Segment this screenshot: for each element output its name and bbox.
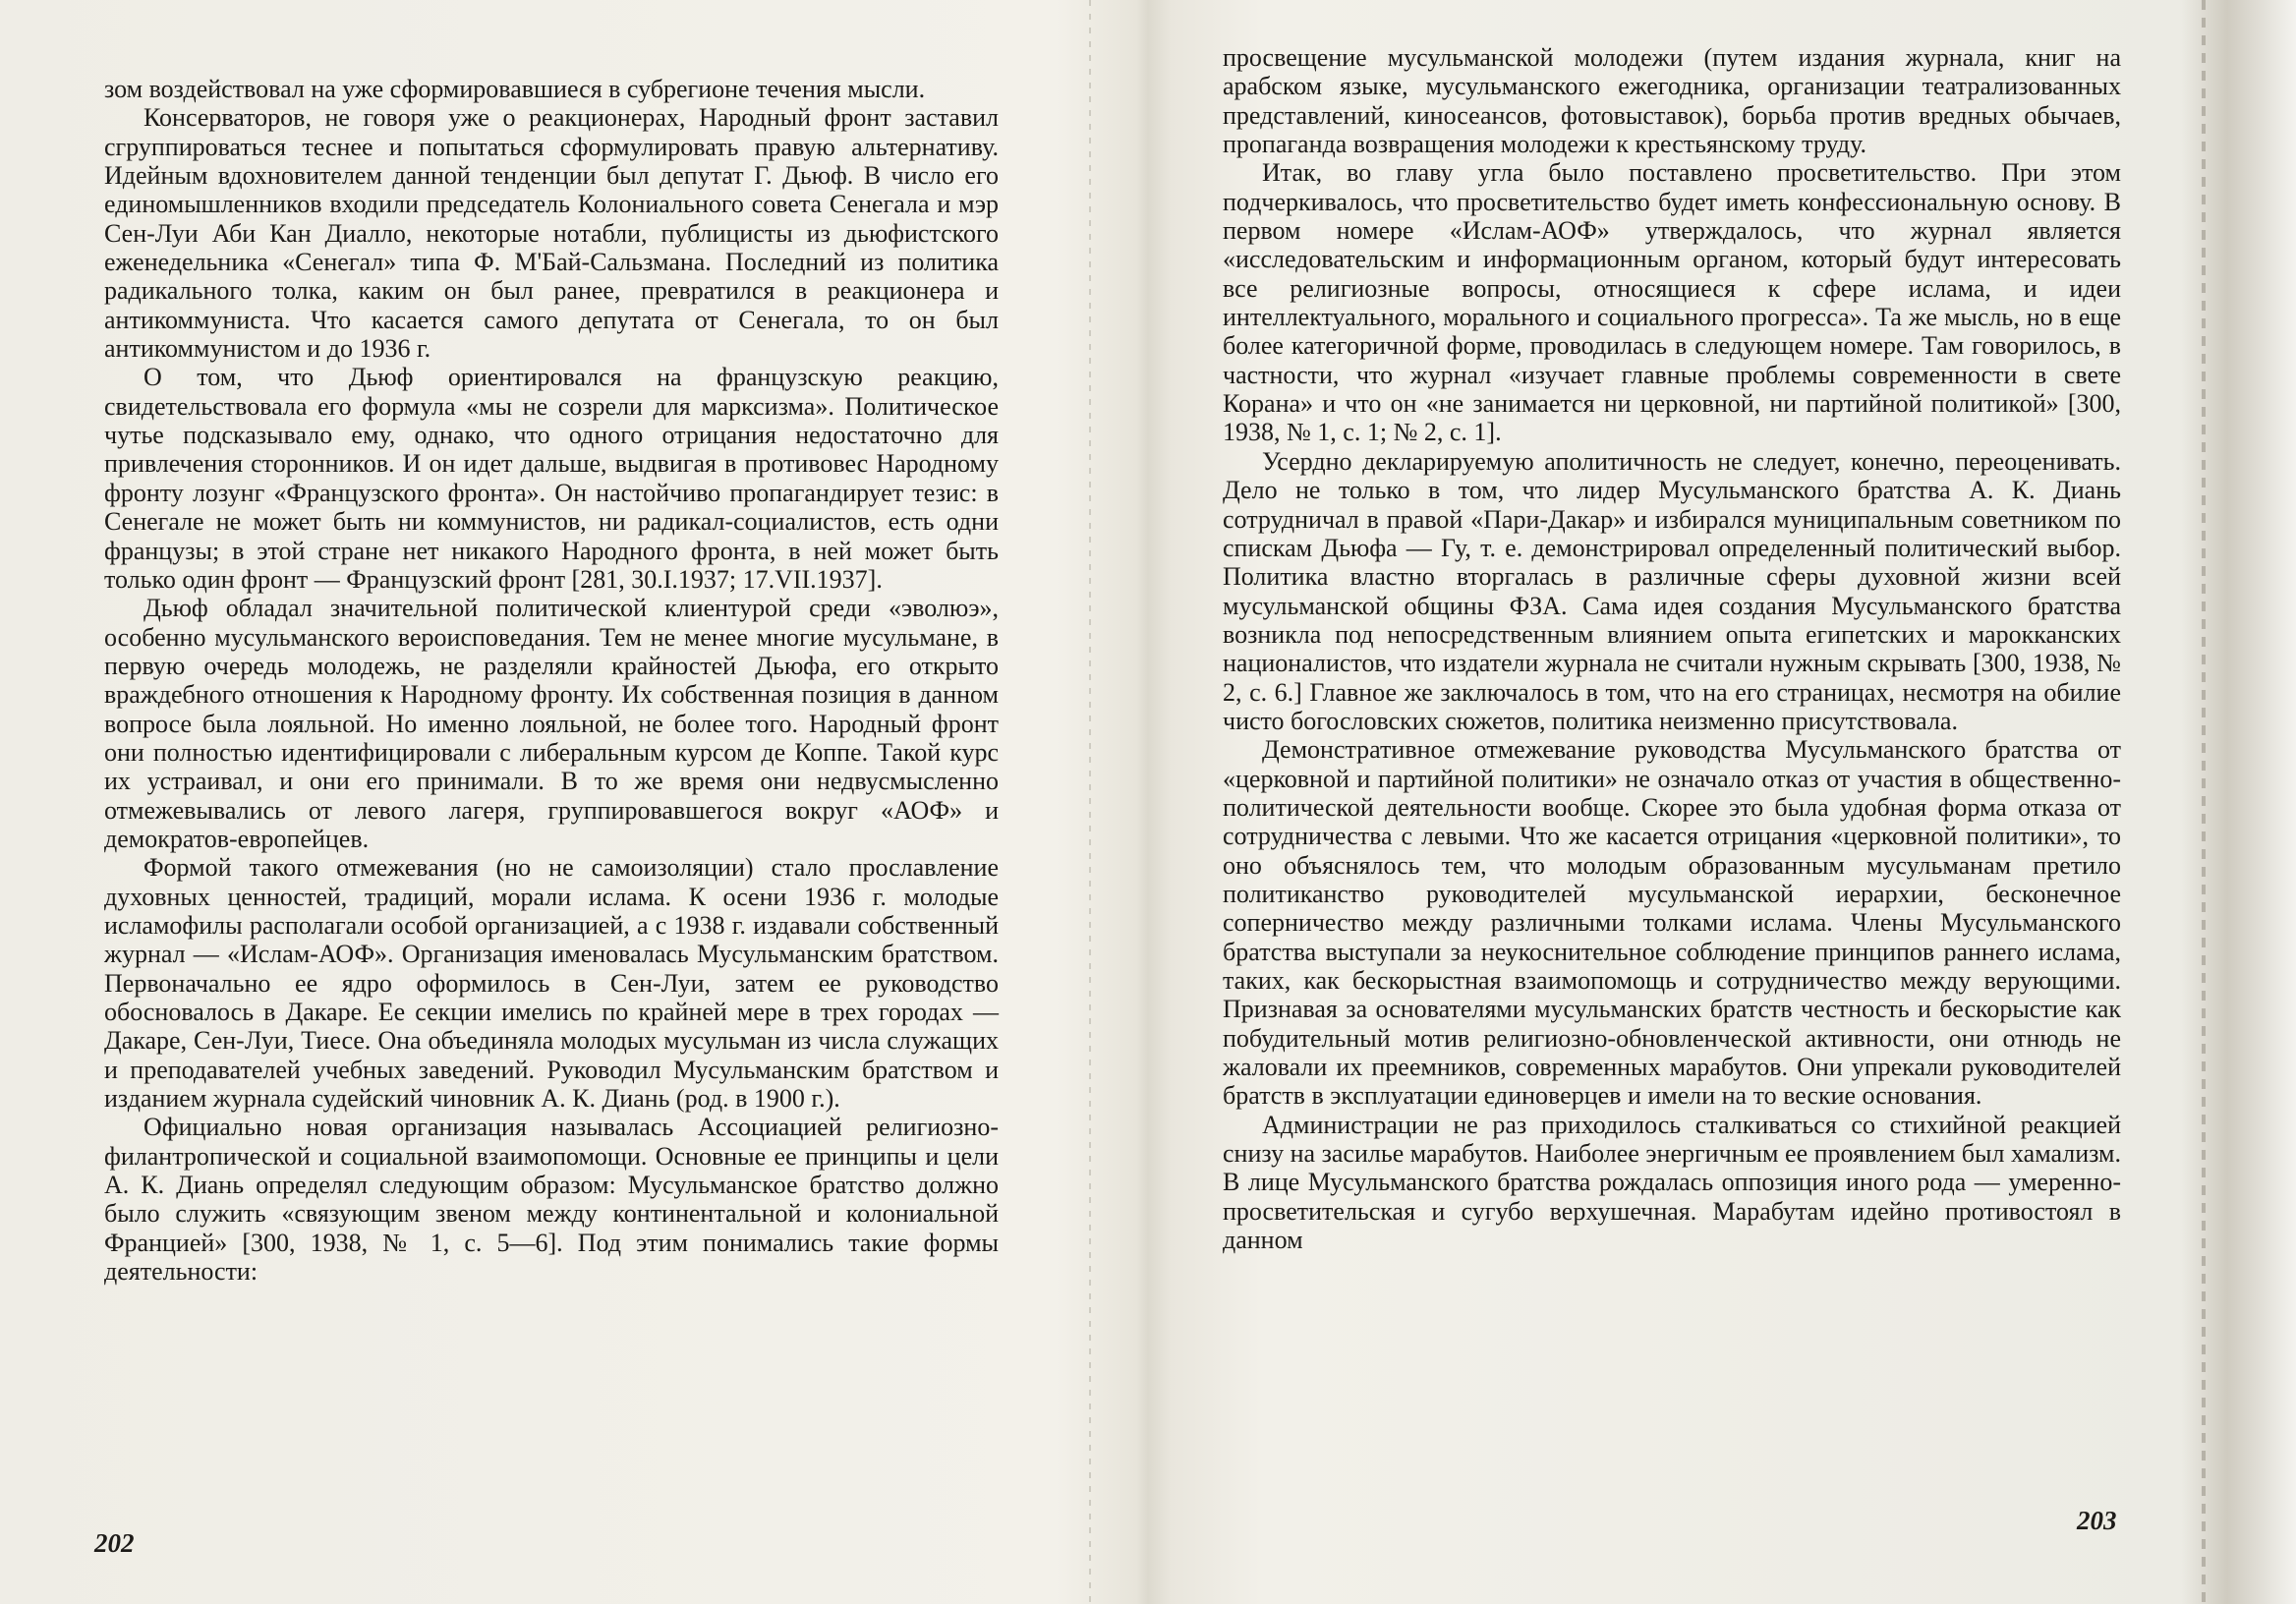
- left-page: [0, 0, 1101, 1604]
- left-paragraph-3: О том, что Дьюф ориентировался на французскую реакцию, свидетельствовала его формула «мы не созрели для марксизма». Политическое чутье подсказывало ему, однако, что одного отрицания недостаточно для привлечения сторонников. И он идет дальше, выдвигая в противовес Народному фронту лозунг «Французского фронта». Он настойчиво пропагандирует тезис: в Сенегале не может быть ни коммунистов, ни радикал-социалистов, есть одни французы; в этой стране нет никакого Народного фронта, в ней может быть только один фронт — Французский фронт [281, 30.I.1937; 17.VII.1937].: [104, 363, 999, 594]
- left-paragraph-6: Официально новая организация называлась Ассоциацией религиозно-филантропической и социальной взаимопомощи. Основные ее принципы и цели А. К. Диань определял следующим образом: Мусульманское братство должно было служить «связующим звеном между континентальной и колониальной Францией» [300, 1938, № 1, с. 5—6]. Под этим понимались такие формы деятельности:: [104, 1113, 999, 1287]
- right-paragraph-5: Администрации не раз приходилось сталкиваться со стихийной реакцией снизу на засилье марабутов. Наиболее энергичным ее проявлением был хамализм. В лице Мусульманского братства рождалась оппозиция иного рода — умеренно-просветительская и сугубо верхушечная. Марабутам идейно противостоял в данном: [1223, 1110, 2121, 1255]
- left-page-number: 202: [94, 1528, 135, 1558]
- right-paragraph-2: Итак, во главу угла было поставлено просветительство. При этом подчеркивалось, что просветительство будет иметь конфессиональную основу. В первом номере «Ислам-АОФ» утверждалось, что журнал является «исследовательским и информационным органом, который будут интересовать все религиозные вопросы, относящиеся к сфере ислама, и идеи интеллектуального, морального и социального прогресса». Та же мысль, но в еще более категоричной форме, проводилась в следующем номере. Там говорилось, в частности, что журнал «изучает главные проблемы современности в свете Корана» и что он «не занимается ни церковной, ни партийной политикой» [300, 1938, № 1, с. 1; № 2, с. 1].: [1223, 158, 2121, 447]
- right-paragraph-4: Демонстративное отмежевание руководства Мусульманского братства от «церковной и партийной политики» не означало отказ от участия в общественно-политической деятельности вообще. Скорее это была удобная форма отказа от сотрудничества с левыми. Что же касается отрицания «церковной политики», то оно объяснялось тем, что молодым образованным мусульманам претило политиканство руководителей мусульманской иерархии, бесконечное соперничество между различными толками ислама. Члены Мусульманского братства выступали за неукоснительное соблюдение принципов раннего ислама, таких, как бескорыстная взаимопомощь и сотрудничество между верующими. Признавая за основателями мусульманских братств честность и бескорыстие как побудительный мотив религиозно-обновленческой активности, они отнюдь не жаловали их преемников, современных марабутов. Они упрекали руководителей братств в эксплуатации единоверцев и имели на то веские основания.: [1223, 735, 2121, 1111]
- right-paragraph-1: просвещение мусульманской молодежи (путем издания журнала, книг на арабском языке, мусульманского ежегодника, организации театрализованных представлений, киносеансов, фотовыставок), борьба против вредных обычаев, пропаганда возвращения молодежи к крестьянскому труду.: [1223, 43, 2121, 159]
- left-paragraph-4: Дьюф обладал значительной политической клиентурой среди «эволюэ», особенно мусульманского вероисповедания. Тем не менее многие мусульмане, в первую очередь молодежь, не разделяли крайностей Дьюфа, его открыто враждебного отношения к Народному фронту. Их собственная позиция в данном вопросе была лояльной. Но именно лояльной, не более того. Народный фронт они полностью идентифицировали с либеральным курсом де Коппе. Такой курс их устраивал, и они его принимали. В то же время они недвусмысленно отмежевывались от левого лагеря, группировавшегося вокруг «АОФ» и демократов-европейцев.: [104, 594, 999, 853]
- right-page-number: 203: [2077, 1506, 2117, 1535]
- left-page-text: [104, 75, 999, 1286]
- left-paragraph-5: Формой такого отмежевания (но не самоизоляции) стало прославление духовных ценностей, традиций, морали ислама. К осени 1936 г. молодые исламофилы располагали особой организацией, а с 1938 г. издавали собственный журнал — «Ислам-АОФ». Организация именовалась Мусульманским братством. Первоначально ее ядро оформилось в Сен-Луи, затем ее руководство обосновалось в Дакаре. Ее секции имелись по крайней мере в трех городах — Дакаре, Сен-Луи, Тиесе. Она объединяла молодых мусульман из числа служащих и преподавателей учебных заведений. Руководил Мусульманским братством и изданием журнала судейский чиновник А. К. Диань (род. в 1900 г.).: [104, 853, 999, 1114]
- left-paragraph-2: Консерваторов, не говоря уже о реакционерах, Народный фронт заставил сгруппироваться теснее и попытаться сформулировать правую альтернативу. Идейным вдохновителем данной тенденции был депутат Г. Дьюф. В число его единомышленников входили председатель Колониального совета Сенегала и мэр Сен-Луи Аби Кан Диалло, некоторые нотабли, публицисты из дьюфистского еженедельника «Сенегал» типа Ф. М'Бай-Сальзмана. Последний из политика радикального толка, каким он был ранее, превратился в реакционера и антикоммуниста. Что касается самого депутата от Сенегала, то он был антикоммунистом и до 1936 г.: [104, 103, 999, 364]
- right-page-text: [1223, 43, 2121, 1254]
- right-paragraph-3: Усердно декларируемую аполитичность не следует, конечно, переоценивать. Дело не только в том, что лидер Мусульманского братства А. К. Диань сотрудничал в правой «Пари-Дакар» и избирался муниципальным советником по спискам Дьюфа — Гу, т. е. демонстрировал определенный политический выбор. Политика властно вторгалась в различные сферы духовной жизни всей мусульманской общины ФЗА. Сама идея создания Мусульманского братства возникла под непосредственным влиянием опыта египетских и марокканских националистов, что издатели журнала не считали нужным скрывать [300, 1938, № 2, с. 6.] Главное же заключалось в том, что на его страницах, несмотря на обилие чисто богословских сюжетов, политика неизменно присутствовала.: [1223, 446, 2121, 735]
- right-page: [1101, 0, 2296, 1604]
- left-paragraph-1: зом воздействовал на уже сформировавшиеся в субрегионе течения мысли.: [104, 75, 926, 103]
